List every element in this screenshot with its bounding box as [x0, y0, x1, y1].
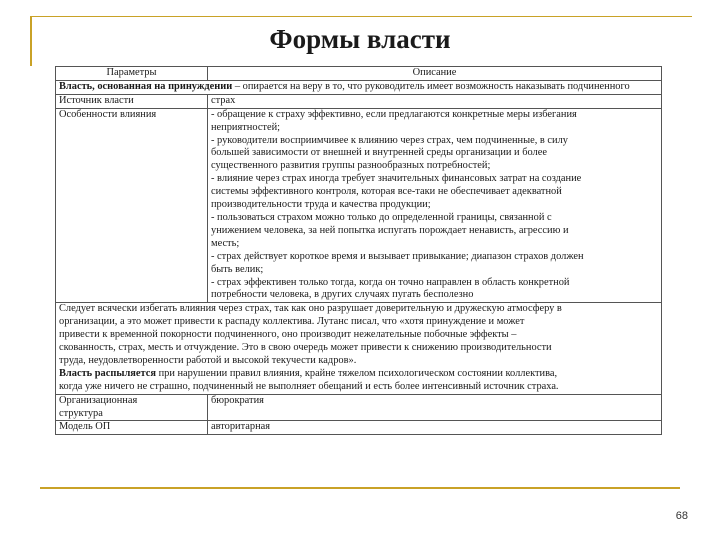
structure-param-line: Организационная [59, 394, 138, 406]
features-line: - влияние через страх иногда требует значительных финансовых затрат на создание [211, 173, 582, 185]
page-number: 68 [675, 510, 688, 522]
features-line: месть; [211, 237, 240, 249]
features-line: потребности человека, в других случаях пугать бесполезно [211, 289, 474, 301]
header-parameters: Параметры [56, 67, 208, 81]
decorative-bottom-line [40, 487, 680, 489]
table-row-model [56, 421, 662, 435]
table-row-commentary [56, 303, 662, 394]
definition-bold-term: Власть, основанная на принуждении [59, 80, 233, 92]
header-description: Описание [208, 67, 662, 81]
features-param: Особенности влияния [56, 108, 208, 303]
commentary-line: когда уже ничего не страшно, подчиненный не выполняет обещаний и есть более интенсивный источник страха. [59, 380, 559, 392]
dispersal-bold-term: Власть распыляется [59, 367, 156, 379]
decorative-top-line [30, 16, 692, 17]
source-desc: страх [208, 94, 662, 108]
features-line: быть велик; [211, 263, 264, 275]
features-line: производительности труда и качества продукции; [211, 199, 431, 211]
commentary-line: скованность, страх, месть и отчуждение. Это в свою очередь может привести к снижению производительности [59, 342, 552, 354]
table-row-features [56, 108, 662, 303]
features-line: - страх действует короткое время и вызывает привыкание; диапазон страхов должен [211, 250, 584, 262]
table-header-row [56, 67, 662, 81]
commentary-line: привести к временной покорности подчиненного, оно производит нежелательные побочные эффекты – [59, 329, 517, 341]
features-line: - пользоваться страхом можно только до определенной границы, связанной с [211, 211, 552, 223]
commentary-line: труда, неудовлетворенности работой и высокой текучести кадров». [59, 354, 357, 366]
commentary-line: организации, а это может привести к распаду коллектива. Лутанс писал, что «хотя принуждение и может [59, 316, 525, 328]
table-row-definition [56, 80, 662, 94]
page-title: Формы власти [269, 24, 451, 54]
features-line: системы эффективного контроля, которая все-таки не обеспечивает адекватной [211, 186, 562, 198]
definition-text: – опирается на веру в то, что руководитель имеет возможность наказывать подчиненного [232, 80, 630, 92]
structure-param [56, 394, 208, 421]
source-param: Источник власти [56, 94, 208, 108]
commentary-cell [56, 303, 662, 394]
features-line: большей зависимости от внешней и внутренней среды организации и более [211, 147, 547, 159]
features-line: - страх эффективен только тогда, когда он точно направлен в область конкретной [211, 276, 570, 288]
structure-param-line: структура [59, 407, 103, 419]
commentary-line: Следует всячески избегать влияния через страх, так как оно разрушает доверительную и дружескую атмосферу в [59, 303, 562, 315]
features-line: - руководители восприимчивее к влиянию через страх, чем подчиненные, в силу [211, 134, 568, 146]
dispersal-text: при нарушении правил влияния, крайне тяжелом психологическом состоянии коллектива, [155, 367, 558, 379]
power-forms-table [55, 66, 662, 435]
definition-cell [56, 80, 662, 94]
features-line: унижением человека, за ней попытка испугать порождает ненависть, агрессию и [211, 224, 569, 236]
features-line: - обращение к страху эффективно, если предлагаются конкретные меры избегания [211, 108, 577, 120]
features-line: неприятностей; [211, 121, 281, 133]
model-param: Модель ОП [56, 421, 208, 435]
features-desc [208, 108, 662, 303]
table-row-structure [56, 394, 662, 421]
table-row-source [56, 94, 662, 108]
features-line: существенного развития группы разнообразных потребностей; [211, 160, 491, 172]
model-desc: авторитарная [208, 421, 662, 435]
structure-desc: бюрократия [208, 394, 662, 421]
commentary-dispersal-line [59, 368, 658, 381]
